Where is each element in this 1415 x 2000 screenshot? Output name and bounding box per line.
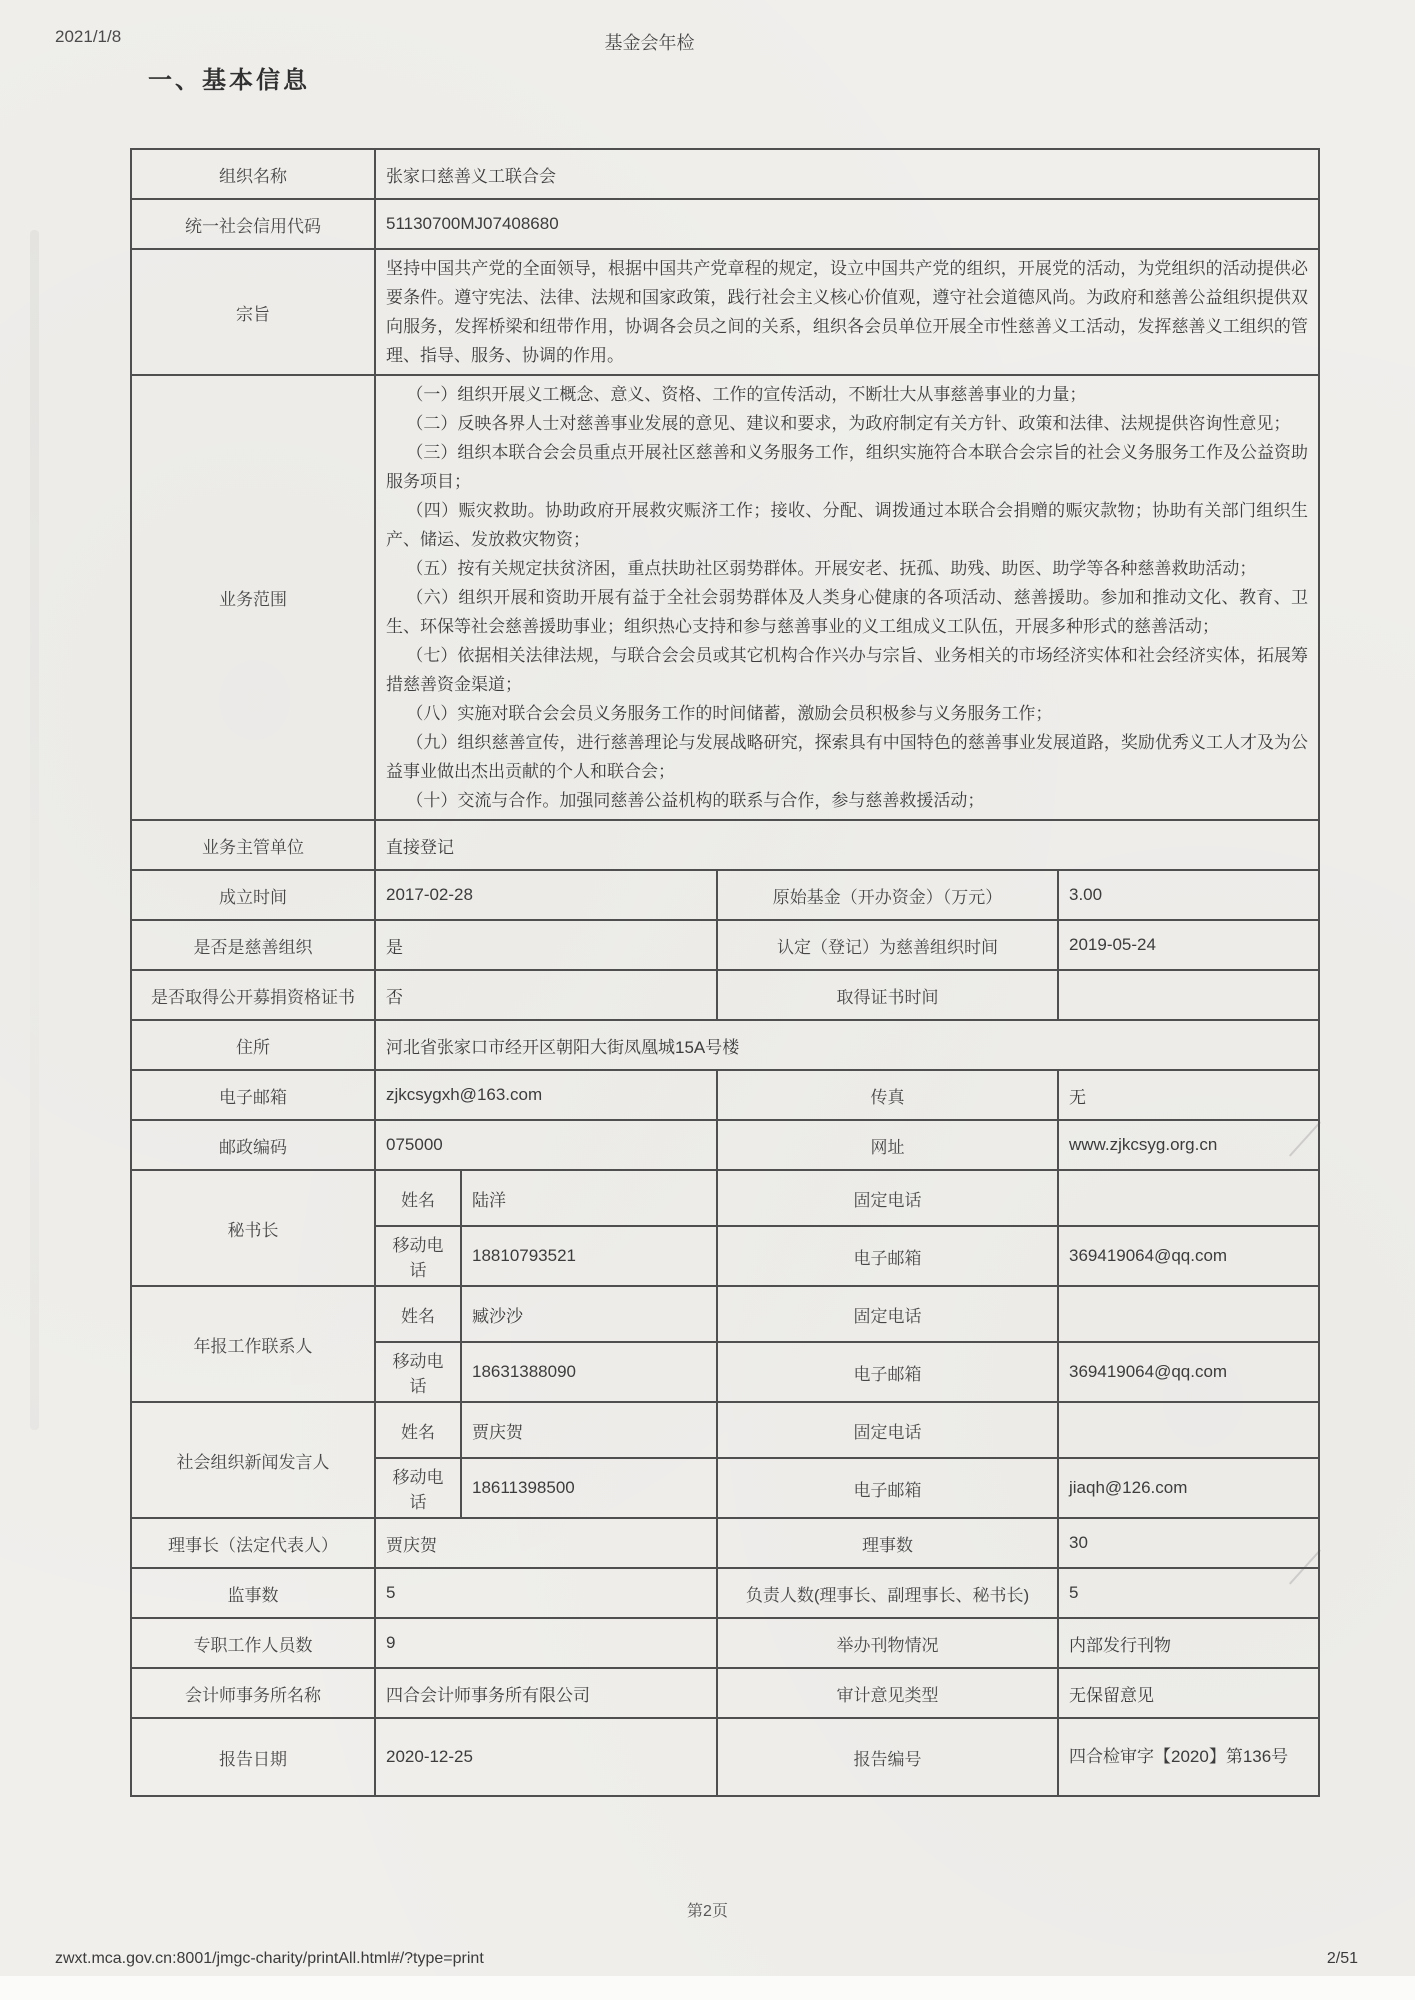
row-is-charity [131,920,1319,970]
field-value: 四合会计师事务所有限公司 [375,1668,717,1718]
row-purpose [131,249,1319,375]
field-label: 电子邮箱 [717,1226,1058,1286]
scope-item: （七）依据相关法律法规，与联合会会员或其它机构合作兴办与宗旨、业务相关的市场经济实体和社会经济实体，拓展筹措慈善资金渠道； [386,646,1308,694]
field-value: 直接登记 [375,820,1319,870]
field-label: 移动电话 [375,1458,461,1518]
scope-item: （二）反映各界人士对慈善事业发展的意见、建议和要求，为政府制定有关方针、政策和法律、法规提供咨询性意见； [406,414,1291,433]
group-label: 社会组织新闻发言人 [131,1402,375,1518]
field-label: 是否取得公开募捐资格证书 [131,970,375,1020]
field-value: 内部发行刊物 [1058,1618,1319,1668]
field-label: 传真 [717,1070,1058,1120]
field-value: 无保留意见 [1058,1668,1319,1718]
row-staff-count [131,1618,1319,1668]
field-label: 是否是慈善组织 [131,920,375,970]
field-label: 认定（登记）为慈善组织时间 [717,920,1058,970]
field-value [1058,1286,1319,1342]
field-value: 河北省张家口市经开区朝阳大街凤凰城15A号楼 [375,1020,1319,1070]
field-label: 成立时间 [131,870,375,920]
field-value [375,375,1319,820]
field-label: 理事长（法定代表人） [131,1518,375,1568]
field-value: zjkcsygxh@163.com [375,1070,717,1120]
field-value: 3.00 [1058,870,1319,920]
field-label: 网址 [717,1120,1058,1170]
row-fundraise-cert [131,970,1319,1020]
scope-item: （六）组织开展和资助开展有益于全社会弱势群体及人类身心健康的各项活动、慈善援助。参加和推动文化、教育、卫生、环保等社会慈善援助事业；组织热心支持和参与慈善事业的义工组成义工队伍，开展多种形式的慈善活动； [386,588,1308,636]
field-value: 30 [1058,1518,1319,1568]
field-label: 举办刊物情况 [717,1618,1058,1668]
field-value: 18810793521 [461,1226,717,1286]
basic-info-table [130,148,1320,1797]
row-business-scope [131,375,1319,820]
group-label: 秘书长 [131,1170,375,1286]
row-secretary-name [131,1170,1319,1226]
field-label: 业务主管单位 [131,820,375,870]
field-label: 报告编号 [717,1718,1058,1796]
row-address [131,1020,1319,1070]
field-value: 9 [375,1618,717,1668]
field-label: 宗旨 [131,249,375,375]
row-chairman [131,1518,1319,1568]
field-label: 会计师事务所名称 [131,1668,375,1718]
field-value: www.zjkcsyg.org.cn [1058,1120,1319,1170]
row-establish-date [131,870,1319,920]
field-value: 51130700MJ07408680 [375,199,1319,249]
field-value: 张家口慈善义工联合会 [375,149,1319,199]
field-value: 陆洋 [461,1170,717,1226]
field-value: 四合检审字【2020】第136号 [1058,1718,1319,1796]
field-label: 移动电话 [375,1226,461,1286]
field-value: 贾庆贺 [375,1518,717,1568]
print-header-title: 基金会年检 [604,33,695,53]
field-label: 电子邮箱 [717,1458,1058,1518]
field-label: 移动电话 [375,1342,461,1402]
field-value [1058,1170,1319,1226]
row-supervisors-count [131,1568,1319,1618]
scope-item: （五）按有关规定扶贫济困，重点扶助社区弱势群体。开展安老、抚孤、助残、助医、助学等各种慈善救助活动； [406,559,1257,578]
field-label: 报告日期 [131,1718,375,1796]
field-value: 臧沙沙 [461,1286,717,1342]
scope-item: （八）实施对联合会会员义务服务工作的时间储蓄，激励会员积极参与义务服务工作； [406,704,1053,723]
row-accounting-firm [131,1668,1319,1718]
field-value: 2017-02-28 [375,870,717,920]
field-label: 理事数 [717,1518,1058,1568]
row-credit-code [131,199,1319,249]
row-supervisor-unit [131,820,1319,870]
scope-item: （一）组织开展义工概念、意义、资格、工作的宣传活动，不断壮大从事慈善事业的力量； [406,385,1087,404]
field-value: 18631388090 [461,1342,717,1402]
field-label: 姓名 [375,1402,461,1458]
field-label: 组织名称 [131,149,375,199]
scope-item: （十）交流与合作。加强同慈善公益机构的联系与合作，参与慈善救援活动； [406,791,985,810]
field-label: 业务范围 [131,375,375,820]
print-header-date: 2021/1/8 [55,27,122,46]
field-label: 电子邮箱 [131,1070,375,1120]
row-annual-contact-name [131,1286,1319,1342]
field-value: 贾庆贺 [461,1402,717,1458]
row-report [131,1718,1319,1796]
section-title: 一、基本信息 [148,67,310,94]
field-label: 住所 [131,1020,375,1070]
field-value: 2020-12-25 [375,1718,717,1796]
scope-item: （四）赈灾救助。协助政府开展救灾赈济工作；接收、分配、调拨通过本联合会捐赠的赈灾款物；协助有关部门组织生产、储运、发放救灾物资； [386,501,1308,549]
print-footer-page-count: 2/51 [1326,1950,1358,1967]
scope-item: （九）组织慈善宣传，进行慈善理论与发展战略研究，探索具有中国特色的慈善事业发展道路，奖励优秀义工人才及为公益事业做出杰出贡献的个人和联合会； [386,733,1308,781]
row-email [131,1070,1319,1120]
group-label: 年报工作联系人 [131,1286,375,1402]
field-value: 无 [1058,1070,1319,1120]
field-label: 固定电话 [717,1286,1058,1342]
field-value: 075000 [375,1120,717,1170]
field-label: 负责人数(理事长、副理事长、秘书长) [717,1568,1058,1618]
row-spokesperson-name [131,1402,1319,1458]
field-value [1058,970,1319,1020]
field-label: 电子邮箱 [717,1342,1058,1402]
page-number: 第2页 [687,1903,728,1920]
field-label: 原始基金（开办资金）（万元） [717,870,1058,920]
print-footer-url: zwxt.mca.gov.cn:8001/jmgc-charity/printAll.html#/?type=print [55,1950,484,1967]
field-value: 2019-05-24 [1058,920,1319,970]
field-value: 坚持中国共产党的全面领导，根据中国共产党章程的规定，设立中国共产党的组织，开展党的活动，为党组织的活动提供必要条件。遵守宪法、法律、法规和国家政策，践行社会主义核心价值观，遵守社会道德风尚。为政府和慈善公益组织提供双向服务，发挥桥梁和纽带作用，协调各会员之间的关系，组织各会员单位开展全市性慈善义工活动，发挥慈善义工组织的管理、指导、服务、协调的作用。 [375,249,1319,375]
field-label: 固定电话 [717,1170,1058,1226]
field-value: 5 [375,1568,717,1618]
scope-item: （三）组织本联合会会员重点开展社区慈善和义务服务工作，组织实施符合本联合会宗旨的社会义务服务工作及公益资助服务项目； [386,443,1308,491]
field-label: 专职工作人员数 [131,1618,375,1668]
field-label: 统一社会信用代码 [131,199,375,249]
field-value: 369419064@qq.com [1058,1226,1319,1286]
field-value: jiaqh@126.com [1058,1458,1319,1518]
scan-edge [0,1976,1415,2000]
field-label: 姓名 [375,1286,461,1342]
row-org-name [131,149,1319,199]
field-value: 18611398500 [461,1458,717,1518]
field-value [1058,1402,1319,1458]
field-label: 监事数 [131,1568,375,1618]
field-label: 取得证书时间 [717,970,1058,1020]
row-postcode [131,1120,1319,1170]
field-value: 5 [1058,1568,1319,1618]
scan-artifact-streak [30,230,39,1430]
field-label: 邮政编码 [131,1120,375,1170]
field-label: 姓名 [375,1170,461,1226]
field-value: 是 [375,920,717,970]
field-value: 否 [375,970,717,1020]
field-label: 固定电话 [717,1402,1058,1458]
field-value: 369419064@qq.com [1058,1342,1319,1402]
field-label: 审计意见类型 [717,1668,1058,1718]
